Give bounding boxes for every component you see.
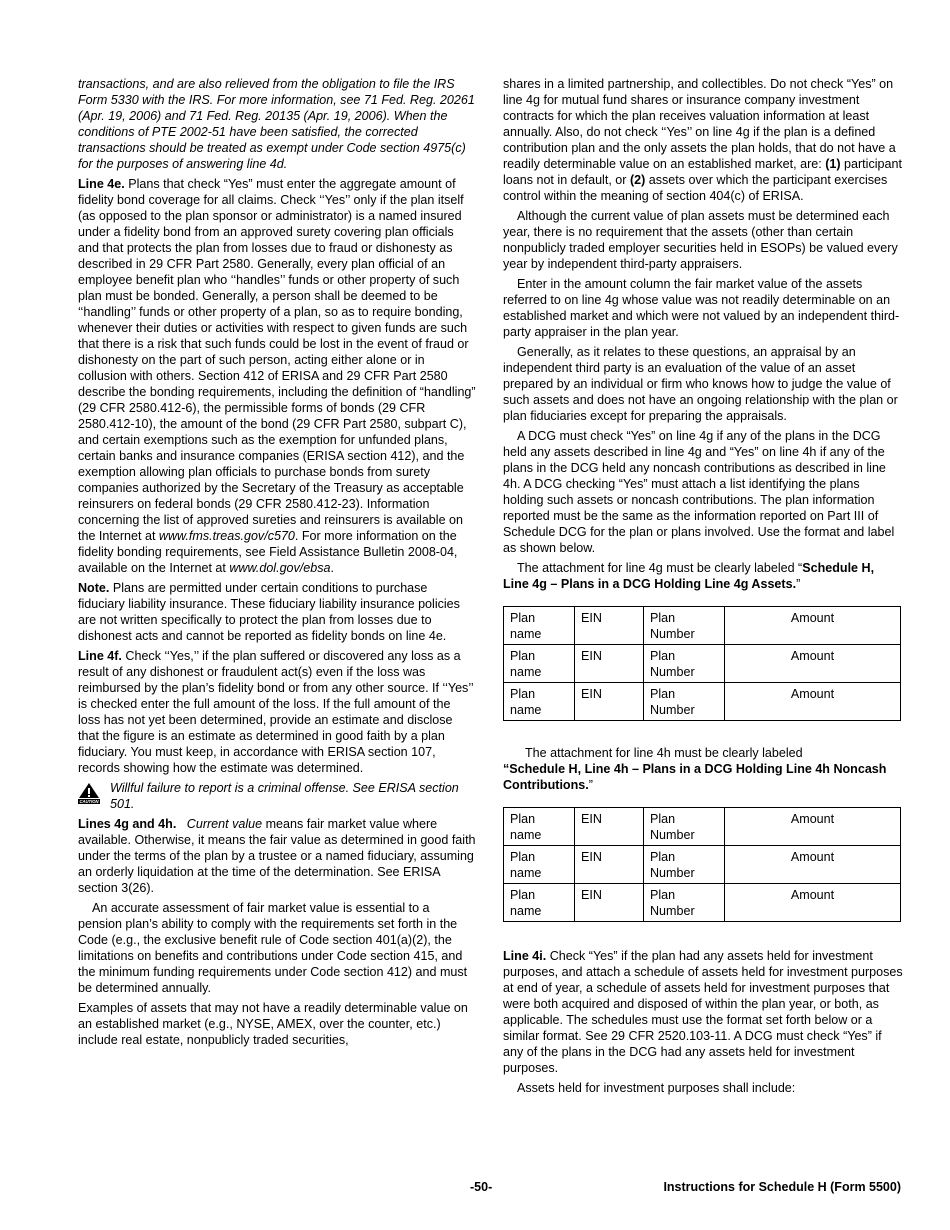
table-row [504, 808, 901, 846]
table-row [504, 846, 901, 884]
url-dol: www.dol.gov/ebsa [229, 561, 331, 575]
line-4e-label: Line 4e. [78, 177, 125, 191]
plan-name-cell: Plan name [504, 808, 575, 846]
plan-name-cell: Plan name [504, 645, 575, 683]
ein-cell: EIN [575, 884, 644, 922]
paragraph-dcg: A DCG must check “Yes” on line 4g if any of the plans in the DCG held any assets described in line 4g and “Yes” on line 4h if any of the plans in the DCG held any noncash contributions as described in line 4h. A DCG checking “Yes” must attach a list identifying the plans holding such assets or noncash contributions. The plan information reported must be the same as the information reported on Part III of Schedule DCG for the plan or plans involved. Use the format and label as shown below. [503, 429, 895, 555]
plan-number-cell: Plan Number [644, 683, 725, 721]
table-row [504, 607, 901, 645]
caution-icon [78, 782, 100, 804]
paragraph-although: Although the current value of plan assets must be determined each year, there is no requirement that the assets (other than certain nonpublicly traded employer securities held in ESOPs) be valued every year by independent third-party appraisers. [503, 209, 898, 271]
paragraph-appraisal: Generally, as it relates to these questions, an appraisal by an independent third party is an evaluation of the value of an asset prepared by an individual or firm who knows how to judge the value of such assets and does not have an ongoing relationship with the plan or plan fiduciaries except for preparing the appraisals. [503, 345, 898, 423]
paragraph-line-4i: Line 4i. Check “Yes” if the plan had any assets held for investment purposes, and attach a schedule of assets held for investment purposes at end of year, a schedule of assets held for investment purposes that were both acquired and disposed of within the plan year, or both, as applicable. The schedules must use the format set forth below or a similar format. See 29 CFR 2520.103-11. A DCG must check “Yes” if any of the plans in the DCG had any assets held for investment purposes. [503, 949, 903, 1075]
amount-cell: Amount [725, 846, 901, 884]
table-line-4h [503, 807, 901, 922]
left-column [78, 76, 476, 1052]
plan-number-cell: Plan Number [644, 808, 725, 846]
paragraph-shares: shares in a limited partnership, and collectibles. Do not check “Yes” on line 4g for mutual fund shares or insurance company investment contracts for which the plan receives valuation information at least annually. Also, do not check ‘‘Yes’’ on line 4g if the plan is a defined contribution plan and the only assets the plan holds, that do not have a readily determinable value on an established market, are: (1) participant loans not in default, or (2) assets over which the participant exercises control within the meaning of section 404(c) of ERISA. [503, 77, 902, 203]
paragraph-enter-amount: Enter in the amount column the fair market value of the assets referred to on line 4g whose value was not readily determinable on an established market and which were not valued by an independent third-party appraiser in the plan year. [503, 277, 900, 339]
plan-number-cell: Plan Number [644, 846, 725, 884]
line-4f-label: Line 4f. [78, 649, 122, 663]
caution-note [78, 780, 476, 812]
table-line-4g [503, 606, 901, 721]
table-row [504, 645, 901, 683]
paragraph-line-4e: Line 4e. Plans that check “Yes” must enter the aggregate amount of fidelity bond coverage for all claims. Check ‘‘Yes’’ only if the plan itself (as opposed to the plan sponsor or administrator) is a named insured under a fidelity bond from an approved surety covering plan officials and that protects the plan from losses due to fraud or dishonesty as described in 29 CFR Part 2580. Generally, every plan official of an employee benefit plan who ‘‘handles’’ funds or other property of such plan must be bonded. Generally, a person shall be deemed to be ‘‘handling’’ funds or other property of a plan, so as to require bonding, whenever their duties or activities with respect to given funds are such that there is a risk that such funds could be lost in the event of fraud or dishonesty on the part of such person, acting either alone or in collusion with others. Section 412 of ERISA and 29 CFR Part 2580 describe the bonding requirements, including the definition of “handling” (29 CFR 2580.412-6), the permissible forms of bonds (29 CFR 2580.412-10), the amount of the bond (29 CFR Part 2580, subpart C), and certain exemptions such as the exemption for unfunded plans, certain banks and insurance companies (ERISA section 412), and the exemption allowing plan officials to purchase bonds from surety companies authorized by the Secretary of the Treasury as acceptable reinsurers on federal bonds (29 CFR 2580.412-23). Information concerning the list of approved sureties and reinsurers is available on the Internet at www.fms.treas.gov/c570. For more information on the fidelity bonding requirements, see Field Assistance Bulletin 2008-04, available on the Internet at www.dol.gov/ebsa. [78, 177, 476, 575]
paragraph-examples: Examples of assets that may not have a readily determinable value on an established market (e.g., NYSE, AMEX, over the counter, etc.) include real estate, nonpublicly traded securities, [78, 1001, 468, 1047]
paragraph-note: Note. Plans are permitted under certain conditions to purchase fiduciary liability insurance. These fiduciary liability insurance policies are not written specifically to protect the plan from losses due to dishonest acts and cannot be reported as fidelity bonds on line 4e. [78, 581, 460, 643]
line-4i-label: Line 4i. [503, 949, 547, 963]
note-label: Note. [78, 581, 110, 595]
table-row [504, 884, 901, 922]
lines-4g-4h-label: Lines 4g and 4h. [78, 817, 177, 831]
paragraph-line-4f: Line 4f. Check ‘‘Yes,’’ if the plan suffered or discovered any loss as a result of any dishonest or fraudulent act(s) even if the loss was reimbursed by the plan’s fidelity bond or from any other source. If ‘‘Yes’’ is checked enter the full amount of the loss. If the full amount of the loss has not yet been determined, provide an estimate and disclose that the figure is an estimate as determined in good faith by a plan fiduciary. You must keep, in accordance with ERISA section 107, records showing how the estimate was determined. [78, 649, 474, 775]
plan-number-cell: Plan Number [644, 645, 725, 683]
ein-cell: EIN [575, 846, 644, 884]
right-column [503, 76, 903, 1100]
table-row [504, 683, 901, 721]
paragraph-lines-4g-4h: Lines 4g and 4h. Current value means fair market value where available. Otherwise, it means the fair value as determined in good faith under the terms of the plan by a trustee or a named fiduciary, assuming an orderly liquidation at the time of the determination. See ERISA section 3(26). [78, 817, 476, 895]
paragraph-attachment-4h: The attachment for line 4h must be clearly labeled “Schedule H, Line 4h – Plans in a DCG Holding Line 4h Noncash Contributions.” [503, 746, 887, 792]
plan-number-cell: Plan Number [644, 607, 725, 645]
paragraph-assets-held: Assets held for investment purposes shall include: [517, 1081, 796, 1095]
paragraph-accurate-assessment: An accurate assessment of fair market value is essential to a pension plan’s ability to comply with the requirements set forth in the Code (e.g., the exclusive benefit rule of Code section 401(a)(2), the limitations on benefits and contributions under Code section 415, and the minimum funding requirements under Code section 412) and must be determined annually. [78, 901, 468, 995]
amount-cell: Amount [725, 607, 901, 645]
amount-cell: Amount [725, 645, 901, 683]
ein-cell: EIN [575, 808, 644, 846]
amount-cell: Amount [725, 884, 901, 922]
page-number: -50- [470, 1180, 493, 1194]
ein-cell: EIN [575, 607, 644, 645]
paragraph-attachment-4g: The attachment for line 4g must be clearly labeled “Schedule H, Line 4g – Plans in a DCG Holding Line 4g Assets.” [503, 561, 875, 591]
amount-cell: Amount [725, 683, 901, 721]
plan-number-cell: Plan Number [644, 884, 725, 922]
ein-cell: EIN [575, 645, 644, 683]
plan-name-cell: Plan name [504, 846, 575, 884]
ein-cell: EIN [575, 683, 644, 721]
paragraph-transactions: transactions, and are also relieved from the obligation to file the IRS Form 5330 with the IRS. For more information, see 71 Fed. Reg. 20261 (Apr. 19, 2006) and 71 Fed. Reg. 20135 (Apr. 19, 2006). When the conditions of PTE 2002-51 have been satisfied, the corrected transactions should be treated as exempt under Code section 4975(c) for the purposes of answering line 4d. [78, 77, 475, 171]
footer-title: Instructions for Schedule H (Form 5500) [663, 1180, 901, 1194]
url-fms: www.fms.treas.gov/c570 [158, 529, 295, 543]
plan-name-cell: Plan name [504, 607, 575, 645]
amount-cell: Amount [725, 808, 901, 846]
caution-text: Willful failure to report is a criminal offense. See ERISA section 501. [110, 781, 459, 811]
plan-name-cell: Plan name [504, 884, 575, 922]
current-value-term: Current value [186, 817, 263, 831]
caution-icon-label: CAUTION [79, 799, 99, 804]
plan-name-cell: Plan name [504, 683, 575, 721]
